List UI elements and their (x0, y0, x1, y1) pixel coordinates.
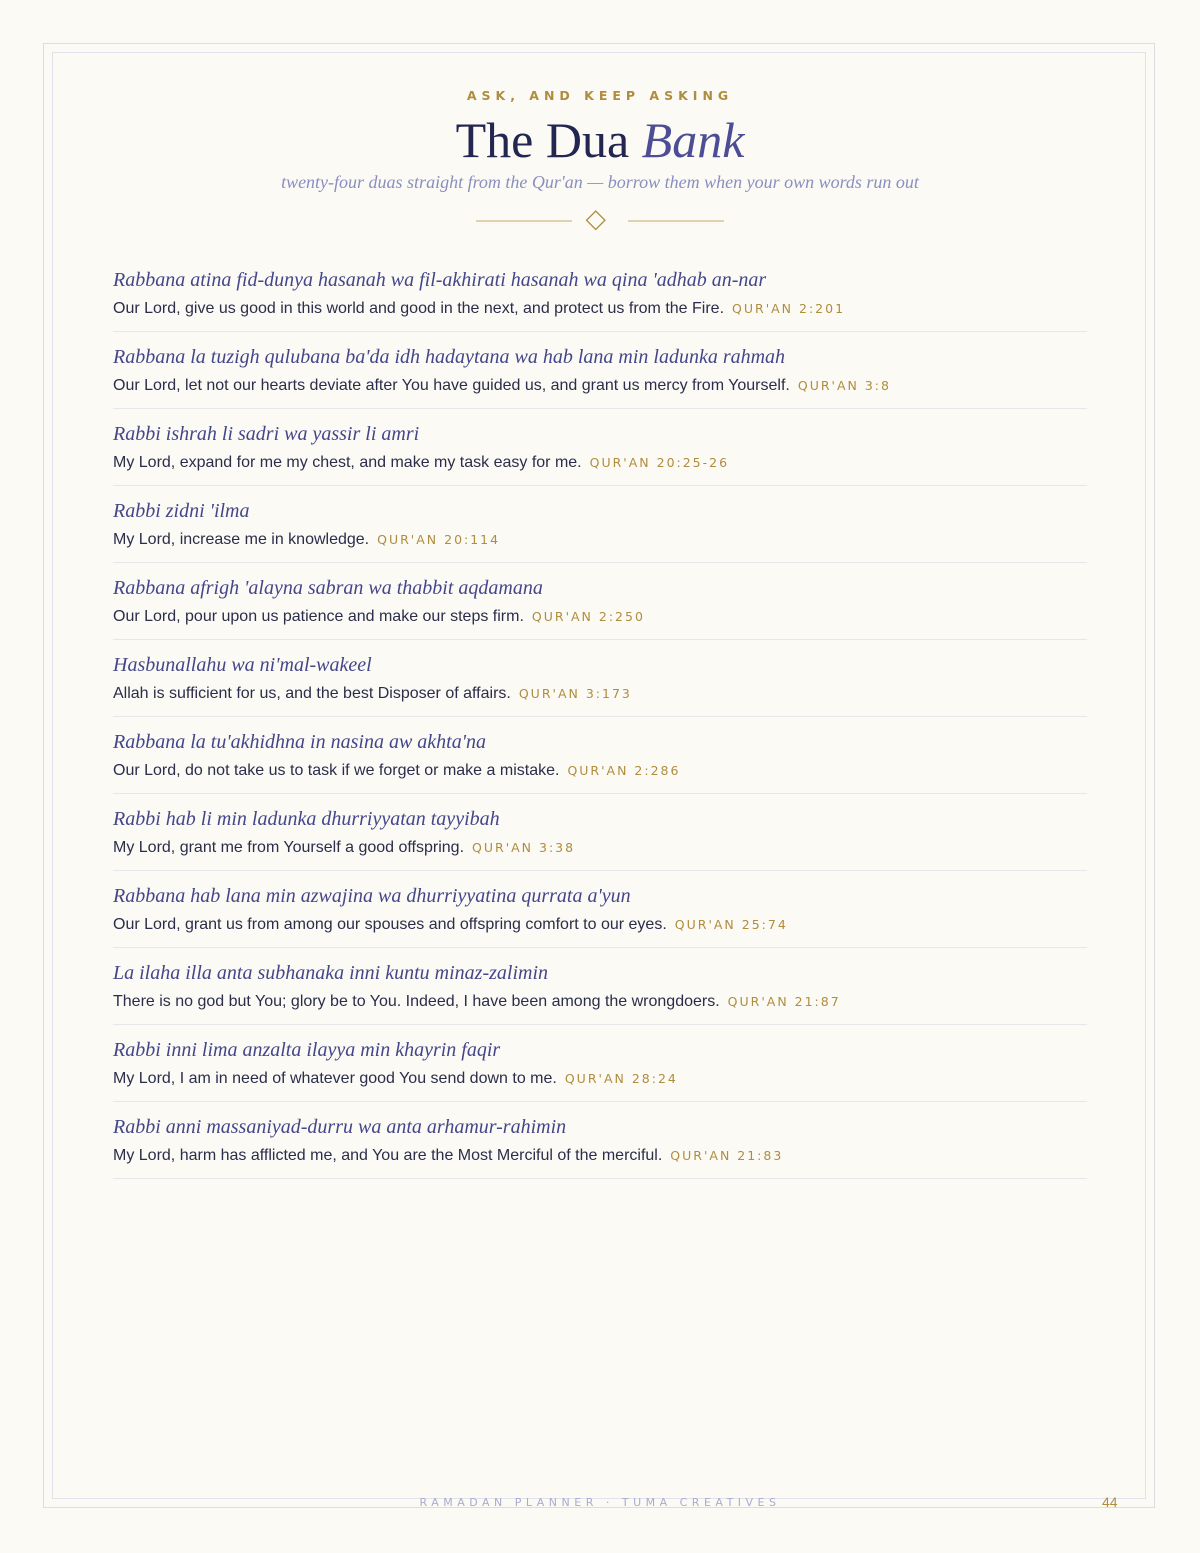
dua-reference: QUR'AN 3:38 (472, 840, 576, 855)
list-item (113, 1025, 1087, 1102)
list-item (113, 1102, 1087, 1179)
diamond-divider-icon (476, 208, 724, 234)
dua-meaning: My Lord, increase me in knowledge. (113, 531, 370, 548)
list-item (113, 563, 1087, 640)
page-title (0, 108, 1200, 172)
dua-reference: QUR'AN 2:250 (531, 609, 645, 624)
dua-transliteration: Rabbana la tu'akhidhna in nasina aw akhta'na (113, 731, 486, 753)
dua-meaning-line (113, 836, 1087, 860)
dua-transliteration: Rabbana atina fid-dunya hasanah wa fil-akhirati hasanah wa qina 'adhab an-nar (113, 269, 767, 291)
dua-meaning-line (113, 297, 1087, 321)
dua-reference: QUR'AN 2:201 (732, 301, 846, 316)
dua-meaning: My Lord, I am in need of whatever good You send down to me. (113, 1070, 557, 1087)
footer-text: RAMADAN PLANNER · TUMA CREATIVES (419, 1496, 781, 1509)
page-subtitle: twenty-four duas straight from the Qur'an — borrow them when your own words run out (281, 172, 919, 192)
dua-meaning: Our Lord, let not our hearts deviate after You have guided us, and grant us mercy from Yourself. (113, 377, 790, 394)
dua-meaning-line (113, 1144, 1087, 1168)
dua-transliteration: Hasbunallahu wa ni'mal-wakeel (113, 654, 372, 676)
dua-meaning-line (113, 374, 1087, 398)
dua-transliteration: Rabbana afrigh 'alayna sabran wa thabbit aqdamana (113, 577, 543, 599)
page-number: 44 (1102, 1494, 1118, 1510)
dua-reference: QUR'AN 3:8 (797, 378, 891, 393)
dua-reference: QUR'AN 25:74 (674, 917, 788, 932)
dua-meaning: There is no god but You; glory be to You. Indeed, I have been among the wrongdoers. (113, 993, 720, 1010)
dua-transliteration: Rabbi hab li min ladunka dhurriyyatan tayyibah (113, 808, 500, 830)
dua-meaning: Our Lord, grant us from among our spouses and offspring comfort to our eyes. (113, 916, 667, 933)
dua-meaning: Our Lord, give us good in this world and good in the next, and protect us from the Fire. (113, 300, 725, 317)
dua-meaning: Allah is sufficient for us, and the best Disposer of affairs. (113, 685, 511, 702)
dua-meaning: My Lord, harm has afflicted me, and You are the Most Merciful of the merciful. (113, 1147, 663, 1164)
dua-transliteration: Rabbi anni massaniyad-durru wa anta arhamur-rahimin (113, 1116, 567, 1138)
dua-reference: QUR'AN 3:173 (518, 686, 632, 701)
list-item (113, 255, 1087, 332)
list-item (113, 871, 1087, 948)
dua-meaning-line (113, 451, 1087, 475)
title-accent: Bank (641, 112, 745, 168)
list-item (113, 332, 1087, 409)
dua-transliteration: Rabbi zidni 'ilma (113, 500, 250, 522)
dua-reference: QUR'AN 21:87 (727, 994, 841, 1009)
title-main: The Dua (455, 112, 630, 168)
dua-transliteration: Rabbi inni lima anzalta ilayya min khayrin faqir (113, 1039, 501, 1061)
dua-meaning-line (113, 528, 1087, 552)
dua-reference: QUR'AN 20:25-26 (589, 455, 730, 470)
dua-reference: QUR'AN 21:83 (670, 1148, 784, 1163)
dua-meaning-line (113, 759, 1087, 783)
dua-meaning-line (113, 682, 1087, 706)
dua-transliteration: Rabbana la tuzigh qulubana ba'da idh hadaytana wa hab lana min ladunka rahmah (113, 346, 786, 368)
dua-meaning-line (113, 1067, 1087, 1091)
dua-reference: QUR'AN 20:114 (377, 532, 501, 547)
list-item (113, 717, 1087, 794)
dua-meaning-line (113, 913, 1087, 937)
dua-meaning: My Lord, grant me from Yourself a good offspring. (113, 839, 465, 856)
dua-meaning: Our Lord, pour upon us patience and make our steps firm. (113, 608, 524, 625)
eyebrow-label: ASK, AND KEEP ASKING (466, 88, 734, 103)
dua-meaning: Our Lord, do not take us to task if we forget or make a mistake. (113, 762, 560, 779)
dua-list (113, 255, 1087, 1179)
dua-transliteration: La ilaha illa anta subhanaka inni kuntu minaz-zalimin (113, 962, 549, 984)
dua-meaning-line (113, 605, 1087, 629)
list-item (113, 948, 1087, 1025)
dua-meaning-line (113, 990, 1087, 1014)
list-item (113, 640, 1087, 717)
dua-reference: QUR'AN 2:286 (567, 763, 681, 778)
list-item (113, 409, 1087, 486)
dua-transliteration: Rabbi ishrah li sadri wa yassir li amri (113, 423, 420, 445)
dua-meaning: My Lord, expand for me my chest, and make my task easy for me. (113, 454, 582, 471)
dua-reference: QUR'AN 28:24 (564, 1071, 678, 1086)
list-item (113, 794, 1087, 871)
dua-transliteration: Rabbana hab lana min azwajina wa dhurriyyatina qurrata a'yun (113, 885, 631, 907)
list-item (113, 486, 1087, 563)
